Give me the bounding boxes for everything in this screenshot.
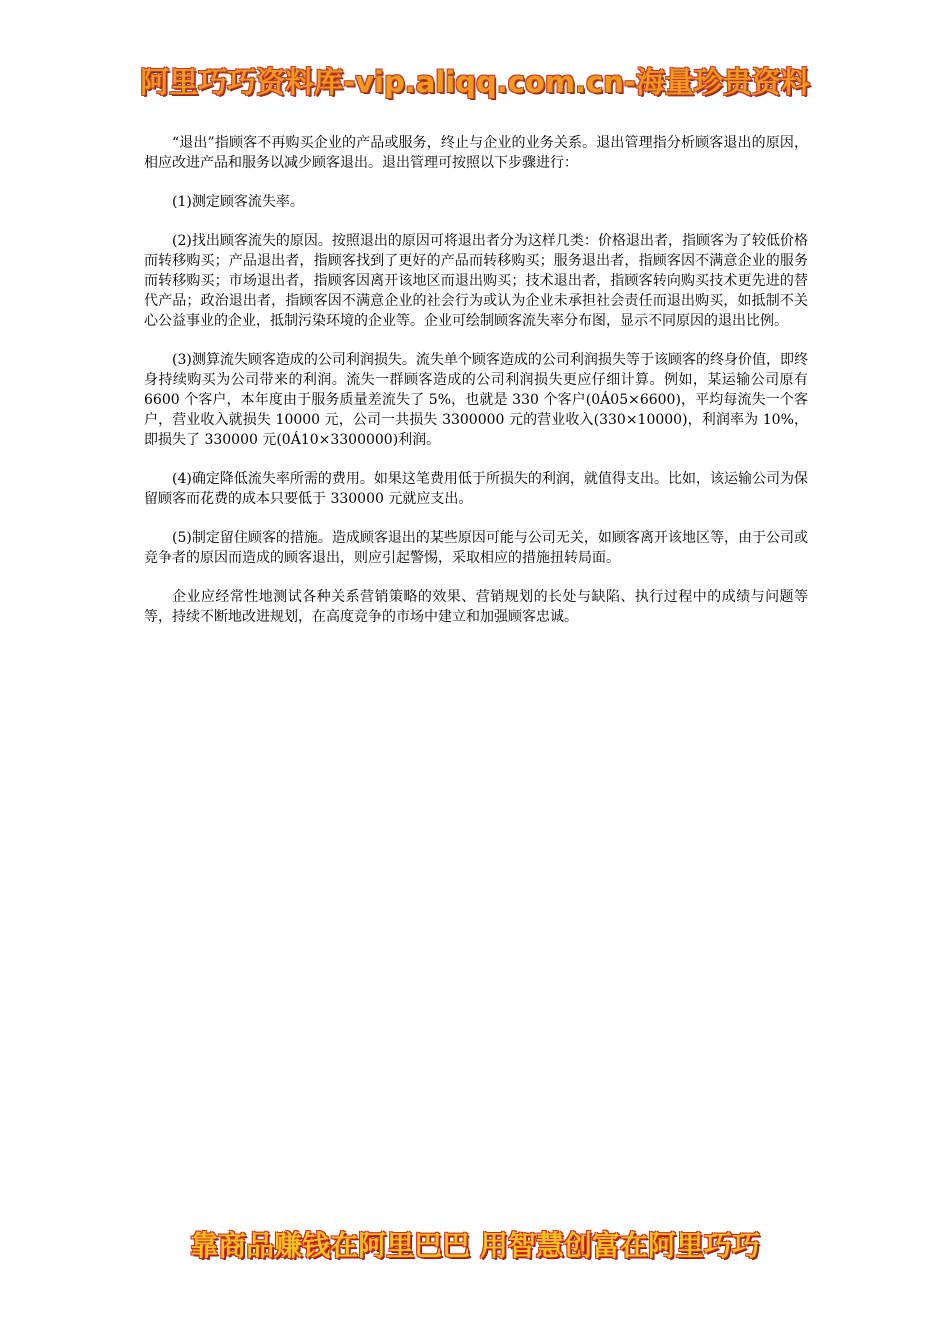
paragraph-step-3: (3)测算流失顾客造成的公司利润损失。流失单个顾客造成的公司利润损失等于该顾客的终身价值，即终身持续购买为公司带来的利润。流失一群顾客造成的公司利润损失更应仔细计算。例如，某运输公司原有 6600 个客户，本年度由于服务质量差流失了 5%，也就是 330 个客户(0Á05×6600)，平均每流失一个客户，营业收入就损失 10000 元，公司一共损失 3300000 元的营业收入(330×10000)，利润率为 10%，即损失了 330000 元(0Á10×3300000)利润。 — [144, 352, 808, 448]
paragraph-step-2: (2)找出顾客流失的原因。按照退出的原因可将退出者分为这样几类：价格退出者，指顾客为了较低价格而转移购买；产品退出者，指顾客找到了更好的产品而转移购买；服务退出者，指顾客因不满意企业的服务而转移购买；市场退出者，指顾客因离开该地区而退出购买；技术退出者，指顾客转向购买技术更先进的替代产品；政治退出者，指顾客因不满意企业的社会行为或认为企业未承担社会责任而退出购买，如抵制不关心公益事业的企业，抵制污染环境的企业等。企业可绘制顾客流失率分布图，显示不同原因的退出比例。 — [144, 233, 808, 329]
paragraph-step-5: (5)制定留住顾客的措施。造成顾客退出的某些原因可能与公司无关，如顾客离开该地区等，由于公司或竞争者的原因而造成的顾客退出，则应引起警惕，采取相应的措施扭转局面。 — [144, 530, 808, 566]
footer-banner: 靠商品赚钱在阿里巴巴 用智慧创富在阿里巧巧 — [190, 1229, 760, 1262]
document-body — [144, 133, 808, 646]
paragraph-step-4: (4)确定降低流失率所需的费用。如果这笔费用低于所损失的利润，就值得支出。比如，该运输公司为保留顾客而花费的成本只要低于 330000 元就应支出。 — [144, 471, 808, 507]
header-banner: 阿里巧巧资料库-vip.aliqq.com.cn-海量珍贵资料 — [140, 65, 810, 99]
paragraph-intro: “退出”指顾客不再购买企业的产品或服务，终止与企业的业务关系。退出管理指分析顾客退出的原因，相应改进产品和服务以减少顾客退出。退出管理可按照以下步骤进行： — [144, 135, 808, 171]
paragraph-step-1: (1)测定顾客流失率。 — [172, 194, 304, 210]
paragraph-conclusion: 企业应经常性地测试各种关系营销策略的效果、营销规划的长处与缺陷、执行过程中的成绩与问题等等，持续不断地改进规划，在高度竞争的市场中建立和加强顾客忠诚。 — [144, 589, 808, 625]
